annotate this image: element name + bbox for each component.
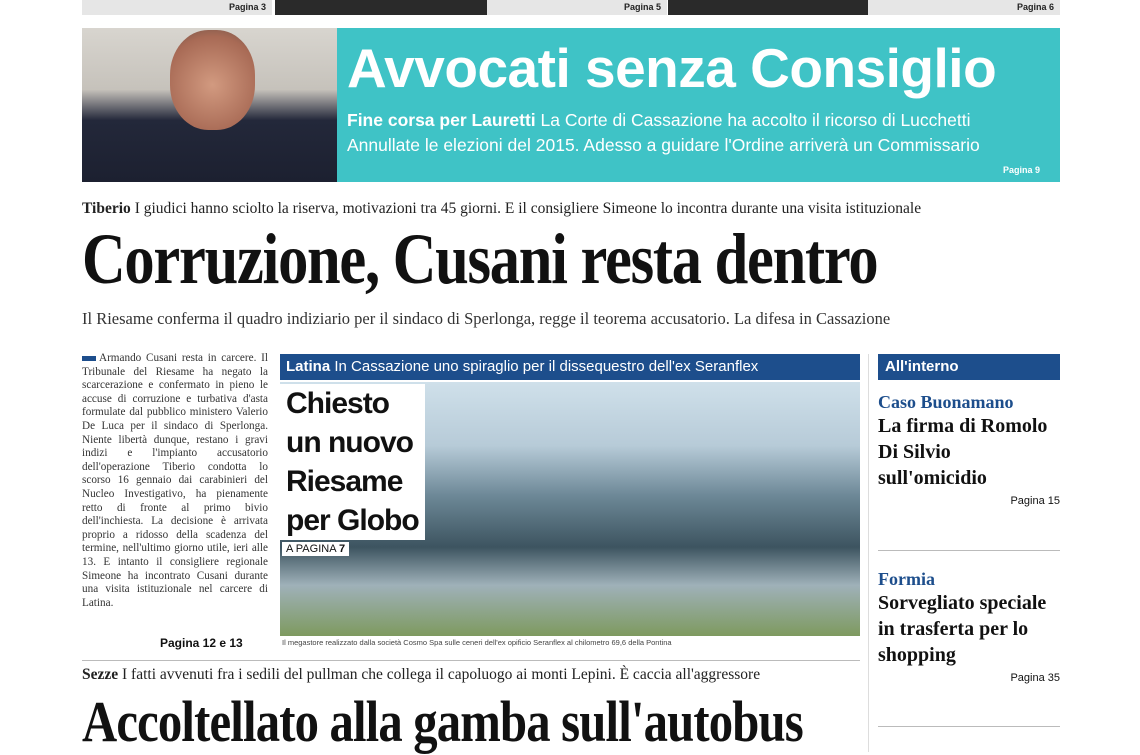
latina-bar [280,354,860,380]
main-subhead: Il Riesame conferma il quadro indiziario per il sindaco di Sperlonga, regge il teorema accusatorio. La difesa in Cassazione [82,309,891,328]
main-headline: Corruzione, Cusani resta dentro [82,219,878,299]
page-ref-num: 7 [339,543,346,555]
sidebar-category: Caso Buonamano [878,392,1014,412]
banner-line2: Annullate le elezioni del 2015. Adesso a guidare l'Ordine arriverà un Commissario [347,135,980,155]
divider [878,550,1060,551]
page-ref-3: Pagina 3 [82,0,272,15]
kicker-text: I giudici hanno sciolto la riserva, motivazioni tra 45 giorni. E il consigliere Simeone lo incontra durante una visita istituzionale [134,200,922,217]
main-kicker [82,200,921,218]
latina-headline [280,384,425,540]
sidebar-page: Pagina 35 [1010,672,1060,684]
latina-tag: Latina [286,358,331,375]
banner-lead: La Corte di Cassazione ha accolto il ricorso di Lucchetti [540,110,971,130]
photo-caption: Il megastore realizzato dalla società Cosmo Spa sulle ceneri dell'ex opificio Seranflex al chilometro 69,6 della Pontina [282,638,672,647]
sidebar-page: Pagina 15 [1010,495,1060,507]
photo-strip [275,0,487,15]
body-text: Armando Cusani resta in carcere. Il Tribunale del Riesame ha negato la scarcerazione e confermato in pieno le accuse di corruzione e turbativa d'asta formulate dal pubblico ministero Valerio De Luca per il sindaco di Sperlonga. Niente libertà dunque, restano i gravi indizi e l'impianto accusatorio dell'operazione Tiberio condotta lo scorso 16 gennaio dai carabinieri del Nucleo Investigativo, ha pienamente retto di fronte al primo bivio dell'inchiesta. La decisione è arrivata proprio a ridosso della scadenza del termine, nell'ultimo giorno utile, ieri alle 13. E intanto il consigliere regionale Simeone ha incontrato Cusani durante una visita istituzionale nel carcere di Latina. [82,352,268,609]
sidebar-item [878,569,1060,684]
second-kicker [82,666,760,684]
headline-line: Chiesto [286,387,390,420]
banner-lead-bold: Fine corsa per Lauretti [347,110,536,130]
kicker-text: I fatti avvenuti fra i sedili del pullman che collega il capoluogo ai monti Lepini. È caccia all'aggressore [122,666,761,683]
sidebar-title: Sorvegliato speciale in trasferta per lo shopping [878,592,1047,666]
headline-line: Riesame [286,465,403,498]
photo-strip [668,0,868,15]
column-divider [868,354,869,752]
headline-line: un nuovo [286,426,413,459]
banner-page: Pagina 9 [1002,165,1040,175]
second-headline: Accoltellato alla gamba sull'autobus [82,689,803,754]
portrait-face [170,30,255,130]
sidebar-item [878,392,1060,507]
page-ref-5: Pagina 5 [487,0,667,15]
sidebar-category: Formia [878,569,935,589]
sidebar-title: La firma di Romolo Di Silvio sull'omicidio [878,415,1048,489]
sidebar-header: All'interno [878,354,1060,380]
divider [878,726,1060,727]
kicker-tag: Tiberio [82,200,131,217]
headline-line: per Globo [286,504,419,537]
page-ref-6: Pagina 6 [868,0,1060,15]
latina-page-ref [282,542,349,556]
divider [82,660,860,661]
kicker-tag: Sezze [82,666,119,683]
main-body [82,352,268,610]
latina-bar-text: In Cassazione uno spiraglio per il dissequestro dell'ex Seranflex [334,358,759,375]
banner [337,28,1060,182]
bullet-icon [82,356,96,361]
main-page: Pagina 12 e 13 [160,636,243,650]
page-ref-prefix: A PAGINA [286,543,336,555]
banner-title: Avvocati senza Consiglio [347,37,997,99]
